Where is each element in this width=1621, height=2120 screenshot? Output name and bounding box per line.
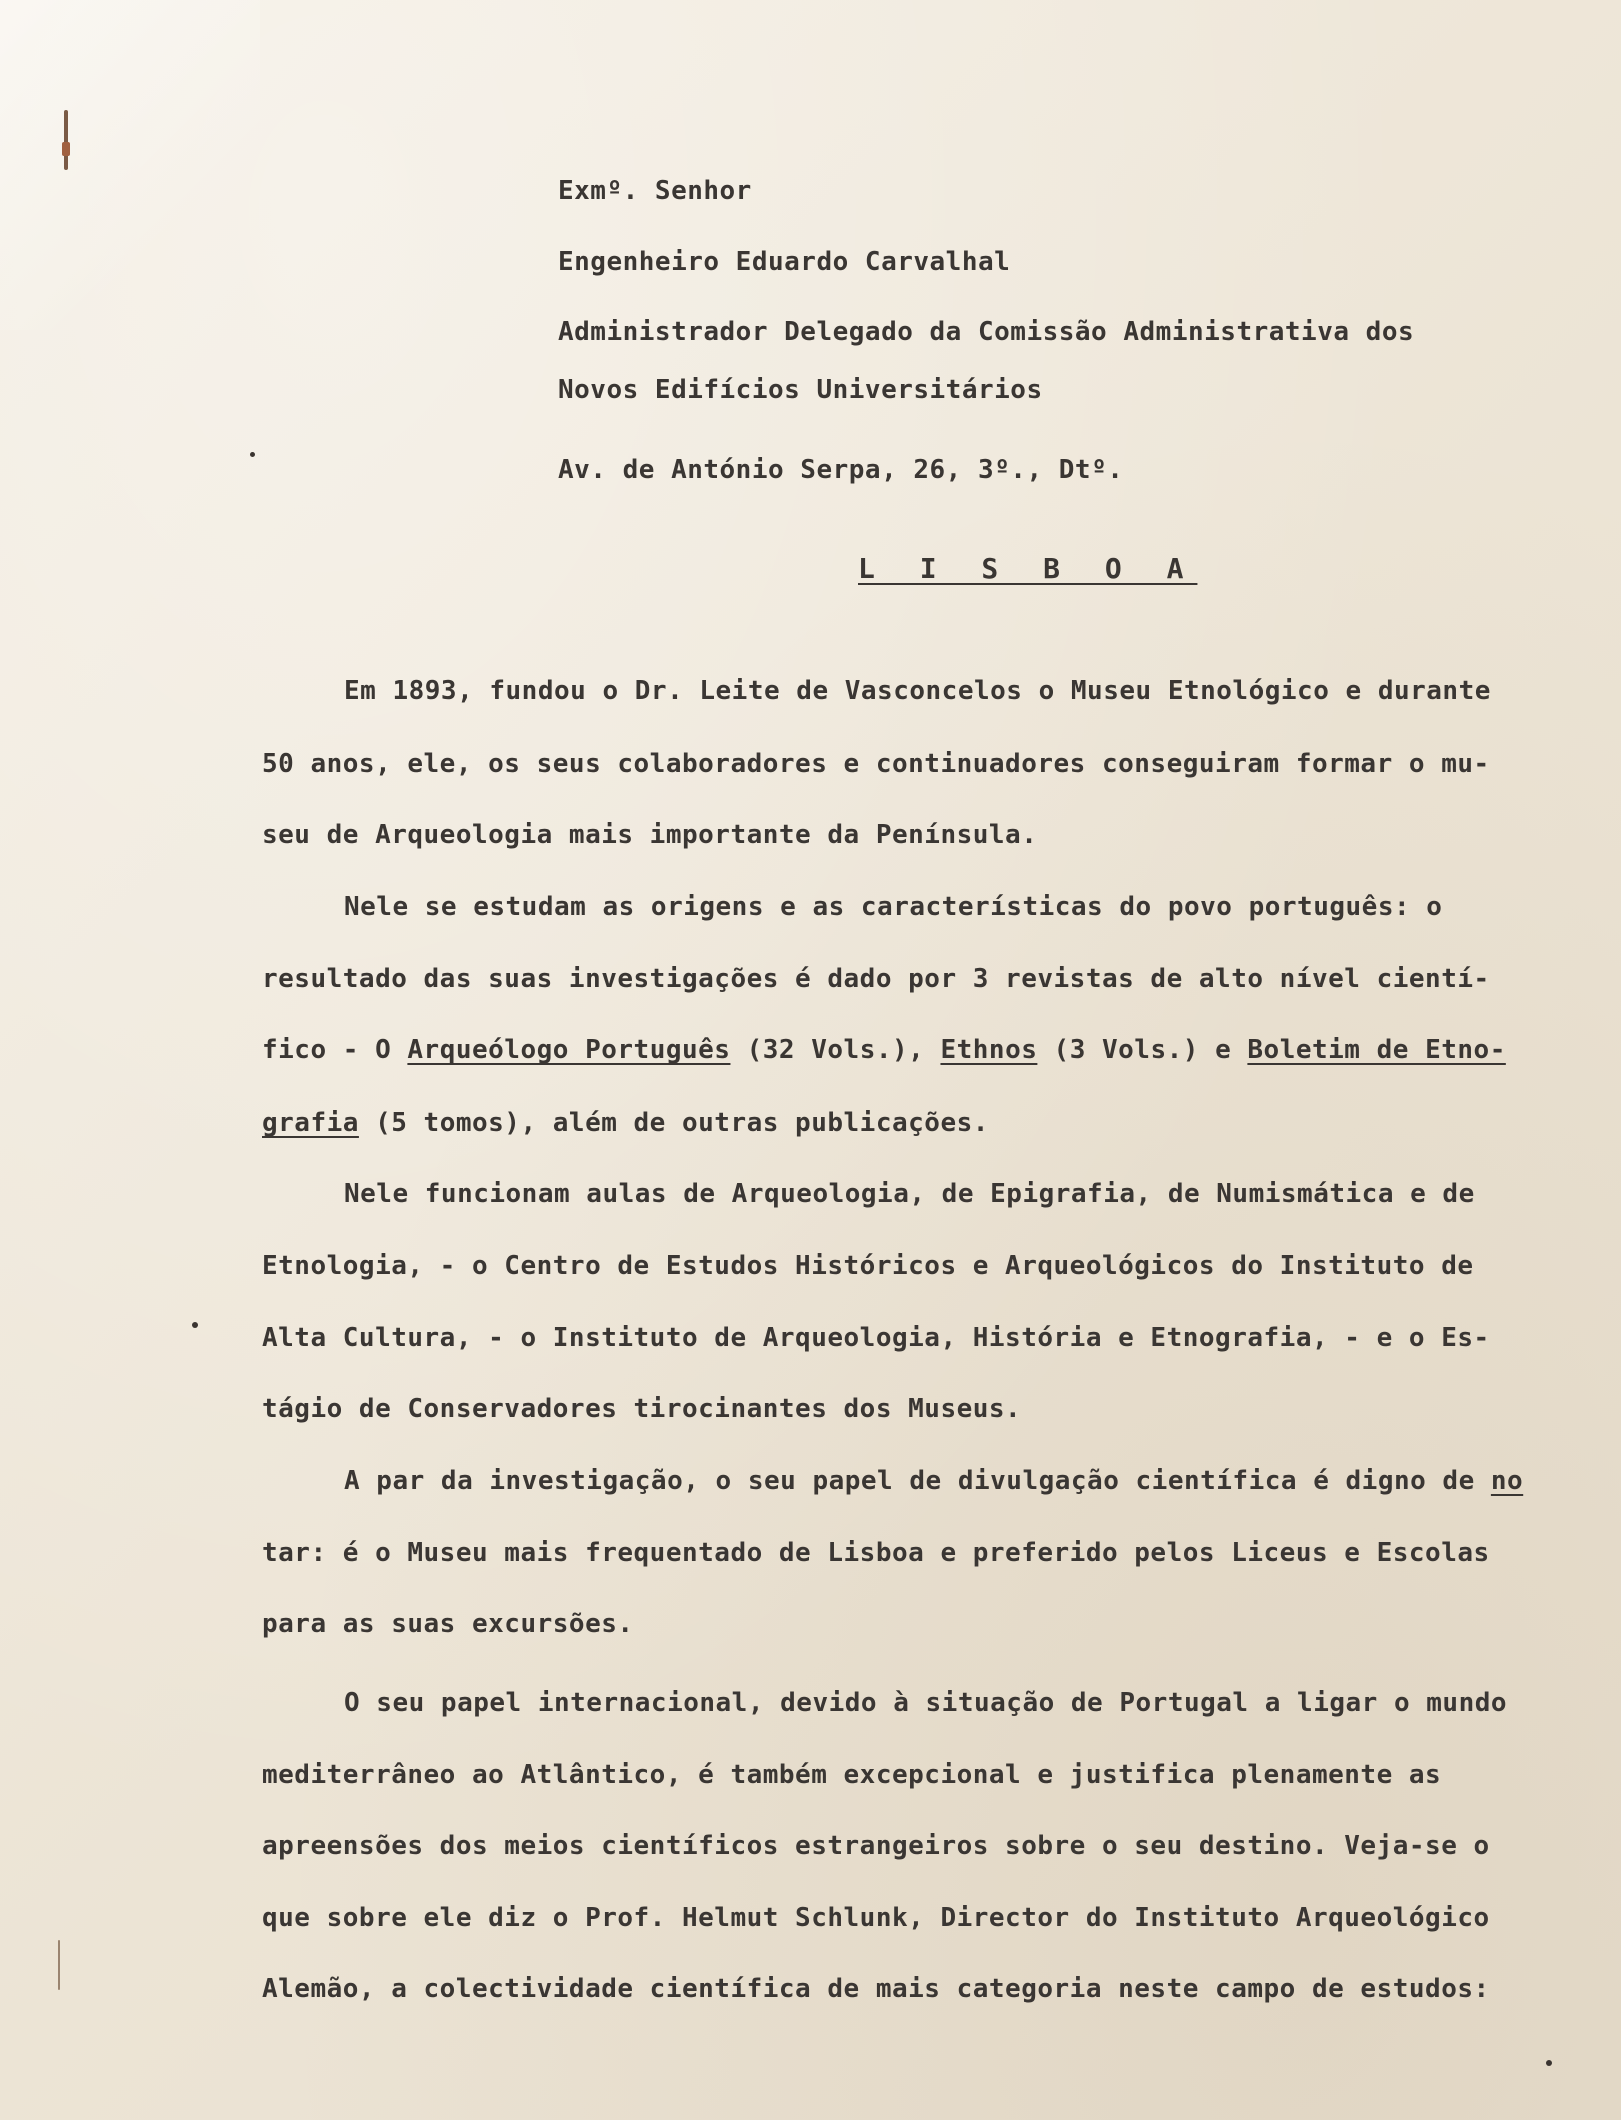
journal-title-boletim-cont: grafia bbox=[262, 1108, 359, 1138]
margin-speck bbox=[1546, 2060, 1552, 2066]
body-line-titles bbox=[262, 1110, 989, 1136]
body-text-underlined: no bbox=[1490, 1466, 1524, 1496]
address-role-line2: Novos Edifícios Universitários bbox=[558, 375, 1043, 405]
address-street: Av. de António Serpa, 26, 3º., Dtº. bbox=[558, 455, 1124, 485]
body-line: resultado das suas investigações é dado por 3 revistas de alto nível cientí- bbox=[262, 964, 1490, 994]
body-line: Em 1893, fundou o Dr. Leite de Vasconcelos o Museu Etnológico e durante bbox=[344, 676, 1491, 706]
body-text: (32 Vols.), bbox=[730, 1035, 941, 1065]
margin-speck bbox=[192, 1322, 198, 1328]
body-line: 50 anos, ele, os seus colaboradores e continuadores conseguiram formar o mu- bbox=[262, 749, 1490, 779]
body-text: fico - O bbox=[262, 1035, 408, 1065]
body-line: tágio de Conservadores tirocinantes dos Museus. bbox=[262, 1394, 1022, 1424]
margin-pencil-mark bbox=[58, 1940, 60, 1990]
body-line: que sobre ele diz o Prof. Helmut Schlunk, Director do Instituto Arqueológico bbox=[262, 1903, 1490, 1933]
body-line: para as suas excursões. bbox=[262, 1609, 634, 1639]
journal-title-ethnos: Ethnos bbox=[940, 1035, 1038, 1065]
body-line: Alta Cultura, - o Instituto de Arqueologia, História e Etnografia, - e o Es- bbox=[262, 1323, 1490, 1353]
body-line bbox=[344, 1468, 1523, 1494]
address-salutation: Exmº. Senhor bbox=[558, 176, 752, 206]
body-line: seu de Arqueologia mais importante da Península. bbox=[262, 820, 1038, 850]
journal-title-boletim: Boletim de Etno- bbox=[1247, 1035, 1506, 1065]
letter-body bbox=[262, 676, 1562, 2004]
address-city: L I S B O A bbox=[858, 552, 1198, 585]
body-line: Nele se estudam as origens e as características do povo português: o bbox=[344, 892, 1443, 922]
paper-fold-highlight bbox=[0, 0, 260, 330]
margin-rust-spot bbox=[62, 142, 70, 156]
body-line: O seu papel internacional, devido à situação de Portugal a ligar o mundo bbox=[344, 1688, 1508, 1718]
body-line: Alemão, a colectividade científica de mais categoria neste campo de estudos: bbox=[262, 1974, 1490, 2004]
margin-rust-mark bbox=[64, 110, 68, 170]
address-block bbox=[558, 176, 1458, 485]
body-text: (5 tomos), além de outras publicações. bbox=[358, 1108, 989, 1138]
body-line: apreensões dos meios científicos estrangeiros sobre o seu destino. Veja-se o bbox=[262, 1831, 1490, 1861]
body-line: mediterrâneo ao Atlântico, é também excepcional e justifica plenamente as bbox=[262, 1760, 1442, 1790]
body-line: Nele funcionam aulas de Arqueologia, de Epigrafia, de Numismática e de bbox=[344, 1179, 1475, 1209]
address-name: Engenheiro Eduardo Carvalhal bbox=[558, 247, 1011, 277]
body-line-titles bbox=[262, 1037, 1506, 1063]
body-line: tar: é o Museu mais frequentado de Lisboa e preferido pelos Liceus e Escolas bbox=[262, 1538, 1490, 1568]
address-role-line1: Administrador Delegado da Comissão Administrativa dos bbox=[558, 317, 1415, 347]
journal-title-arqueologo: Arqueólogo Português bbox=[407, 1035, 731, 1065]
body-text: A par da investigação, o seu papel de divulgação científica é digno de bbox=[344, 1466, 1491, 1496]
body-text: (3 Vols.) e bbox=[1037, 1035, 1248, 1065]
body-line: Etnologia, - o Centro de Estudos Históricos e Arqueológicos do Instituto de bbox=[262, 1251, 1474, 1281]
margin-speck bbox=[250, 452, 255, 457]
